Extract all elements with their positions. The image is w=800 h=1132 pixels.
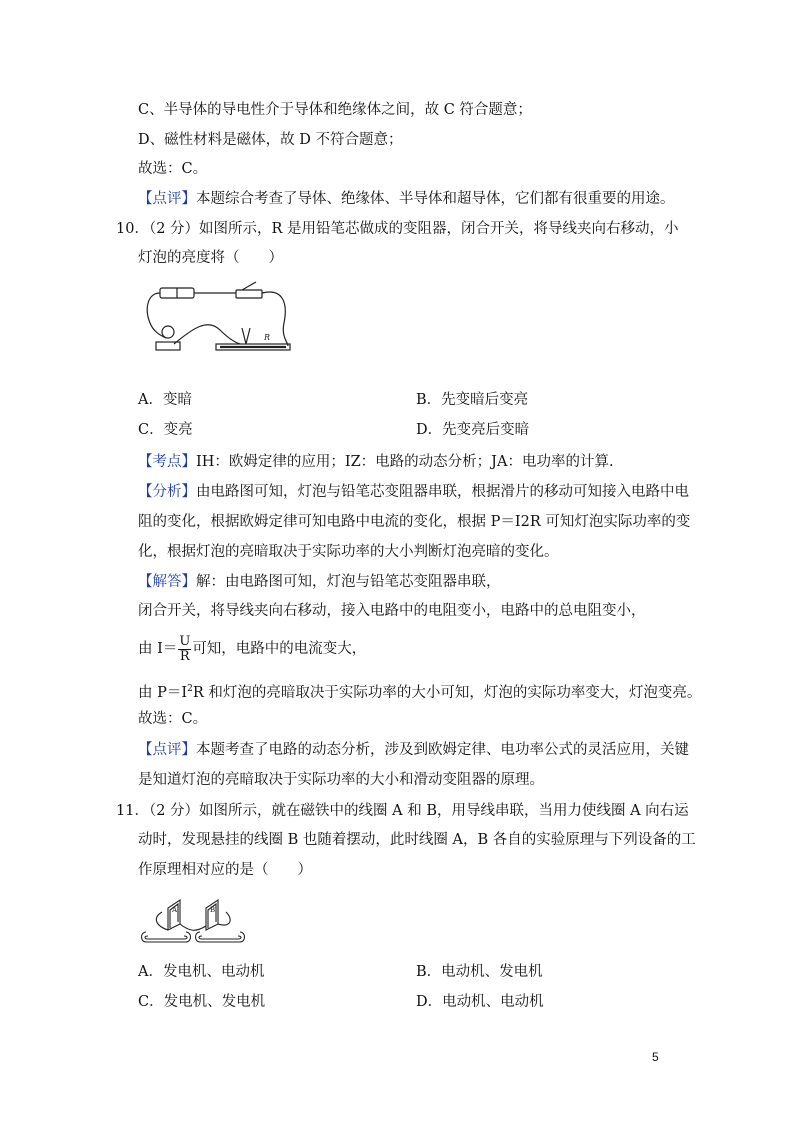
jieda-line [138,679,701,703]
lamp-icon [162,326,174,338]
circuit-figure [138,278,298,358]
question-stem: 作原理相对应的是（ ） [138,862,312,878]
comment-tag: 【点评】 [138,742,196,758]
kaodian-line [138,452,614,472]
option-a[interactable]: A．变暗 [138,392,192,408]
jieda-text: 可知，电路中的电流变大， [192,641,367,657]
coil-b-label: B [210,906,216,914]
jieda-line [138,572,501,592]
jieda-text: 由 P＝I [138,684,188,701]
fenxi-tag: 【分析】 [138,484,196,500]
magnet-coil-figure [140,896,250,946]
comment-line [138,189,675,209]
superscript: 2 [187,684,193,694]
question-stem: 10．（2 分）如图所示，R 是用铅笔芯做成的变阻器，闭合开关，将导线夹向右移动，小 [116,221,679,237]
jieda-tag: 【解答】 [138,574,196,590]
option-b[interactable]: B．电动机、发电机 [416,964,543,980]
jieda-formula-line [138,632,366,666]
fenxi-line: 阻的变化，根据欧姆定律可知电路中电流的变化，根据 P＝I2R 可知灯泡实际功率的变 [138,514,691,530]
ohm-fraction [178,635,191,664]
option-d[interactable]: D．电动机、电动机 [416,994,544,1010]
fraction-denominator: R [179,648,190,664]
comment-text: 本题综合考查了导体、绝缘体、半导体和超导体，它们都有很重要的用途。 [196,191,675,207]
magnet-icon [142,932,191,942]
kaodian-text: IH：欧姆定律的应用；IZ：电路的动态分析；JA：电功率的计算. [196,454,614,470]
comment-line: 是知道灯泡的亮暗取决于实际功率的大小和滑动变阻器的原理。 [138,772,544,788]
figure-label-r: R [264,333,271,342]
answer-line: 故选：C。 [138,161,208,177]
option-c[interactable]: C．发电机、发电机 [138,994,266,1010]
fraction-numerator: U [179,633,191,649]
coil-a-label: A [172,906,178,914]
question-stem: 11．（2 分）如图所示，就在磁铁中的线圈 A 和 B，用导线串联，当用力使线圈 A 向右运 [116,803,689,819]
text-line: D、磁性材料是磁体，故 D 不符合题意； [138,132,403,148]
page-number: 5 [652,1050,659,1064]
jieda-text: 由 I＝ [138,641,178,657]
fenxi-line [138,482,689,502]
option-d[interactable]: D．先变亮后变暗 [416,422,530,438]
question-stem: 灯泡的亮度将（ ） [138,250,283,266]
magnet-icon [196,932,245,942]
kaodian-tag: 【考点】 [138,454,196,470]
fenxi-line: 化，根据灯泡的亮暗取决于实际功率的大小判断灯泡亮暗的变化。 [138,544,559,560]
jieda-text: 解：由电路图可知，灯泡与铅笔芯变阻器串联， [196,574,501,590]
switch-icon [236,290,262,298]
text-line: C、半导体的导电性介于导体和绝缘体之间，故 C 符合题意； [138,102,532,118]
answer-line: 故选：C。 [138,711,208,727]
option-c[interactable]: C．变亮 [138,422,193,438]
jieda-text: R 和灯泡的亮暗取决于实际功率的大小可知，灯泡的实际功率变大，灯泡变亮。 [192,684,702,701]
option-b[interactable]: B．先变暗后变亮 [416,392,529,408]
comment-tag: 【点评】 [138,191,196,207]
fenxi-text: 由电路图可知，灯泡与铅笔芯变阻器串联，根据滑片的移动可知接入电路中电 [196,484,689,500]
option-a[interactable]: A．发电机、电动机 [138,964,265,980]
jieda-line: 闭合开关，将导线夹向右移动，接入电路中的电阻变小，电路中的总电阻变小， [138,603,646,619]
comment-line [138,740,689,760]
comment-text: 本题考查了电路的动态分析，涉及到欧姆定律、电功率公式的灵活应用，关键 [196,742,689,758]
question-stem: 动时，发现悬挂的线圈 B 也随着摆动，此时线圈 A，B 各自的实验原理与下列设备的工 [138,832,696,848]
